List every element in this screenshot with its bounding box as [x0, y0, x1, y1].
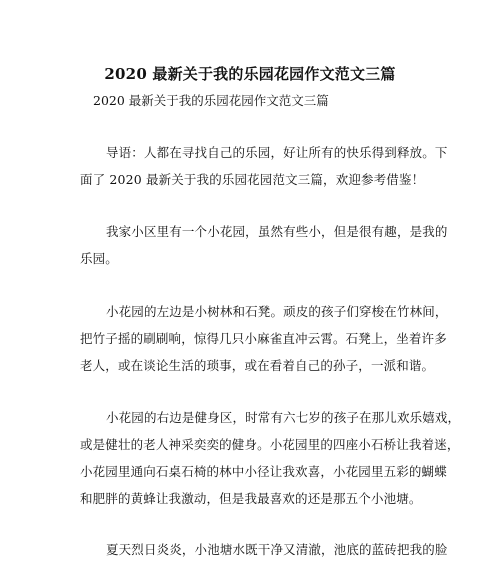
document-subtitle: 2020 最新关于我的乐园花园作文范文三篇: [93, 93, 329, 108]
paragraph-1-line-1: 导语：人都在寻找自己的乐园，好让所有的快乐得到释放。下: [106, 145, 448, 160]
paragraph-4-line-2: 或是健壮的老人神采奕奕的健身。小花园里的四座小石桥让我着迷，: [80, 437, 460, 452]
paragraph-3-line-3: 老人，或在谈论生活的琐事，或在看着自己的孙子，一派和谐。: [80, 358, 435, 373]
paragraph-1-line-2: 面了 2020 最新关于我的乐园花园范文三篇，欢迎参考借鉴！: [80, 172, 425, 187]
paragraph-5-line-1: 夏天烈日炎炎，小池塘水既干净又清澈，池底的蓝砖把我的脸: [106, 542, 448, 557]
paragraph-4-line-4: 和肥胖的黄蜂让我激动，但是我最喜欢的还是那五个小池塘。: [80, 491, 422, 506]
paragraph-3-line-2: 把竹子摇的刷刷响，惊得几只小麻雀直冲云霄。石凳上，坐着许多: [80, 331, 447, 346]
paragraph-4-line-1: 小花园的右边是健身区，时常有六七岁的孩子在那儿欢乐嬉戏，: [106, 410, 461, 425]
paragraph-2-line-2: 乐园。: [80, 251, 118, 266]
document-title: 2020 最新关于我的乐园花园作文范文三篇: [104, 65, 396, 83]
paragraph-3-line-1: 小花园的左边是小树林和石凳。顽皮的孩子们穿梭在竹林间，: [106, 304, 448, 319]
paragraph-4-line-3: 小花园里通向石桌石椅的林中小径让我欢喜，小花园里五彩的蝴蝶: [80, 464, 447, 479]
paragraph-2-line-1: 我家小区里有一个小花园，虽然有些小，但是很有趣，是我的: [106, 224, 448, 239]
